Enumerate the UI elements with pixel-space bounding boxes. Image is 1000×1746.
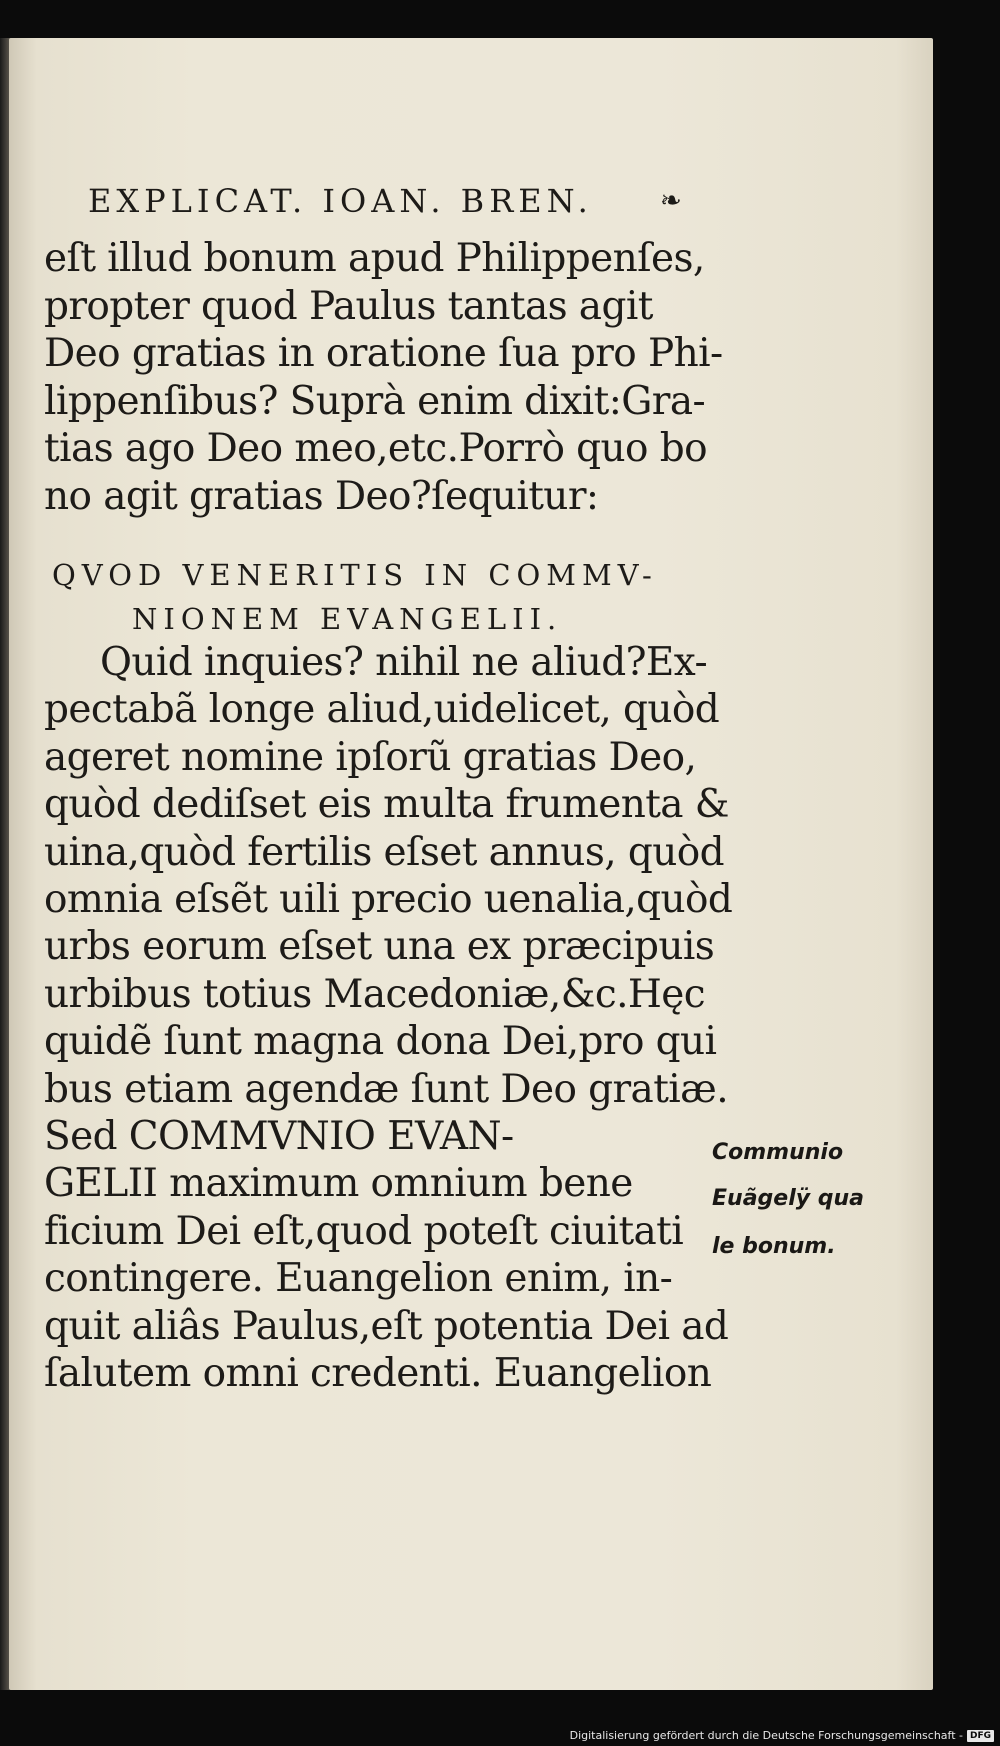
text-line: quidẽ ſunt magna dona Dei,pro qui [44,1019,717,1065]
section-heading-line-2: NIONEM EVANGELII. [132,602,563,636]
text-line: Deo gratias in oratione ſua pro Phi- [44,331,723,376]
text-line: pectabã longe aliud,uidelicet, quòd [44,687,720,733]
running-head-mark: ❧ [660,186,682,216]
text-line: tias ago Deo meo,etc.Porrò quo bo [44,426,707,471]
digitization-credit [570,1729,994,1742]
margin-note-line-2: Euãgelÿ qua [712,1186,865,1211]
text-line: quòd dediſset eis multa frumenta & [44,782,729,828]
credit-text: Digitalisierung gefördert durch die Deutsche Forschungsgemeinschaft - [569,1729,963,1742]
text-line: urbs eorum eſset una ex præcipuis [44,924,715,970]
margin-note-line-1: Communio [712,1140,844,1165]
text-line: ſalutem omni credenti. Euangelion [44,1351,712,1396]
section-heading-line-1: QVOD VENERITIS IN COMMV- [52,558,658,592]
text-line: uina,quòd fertilis eſset annus, quòd [44,829,724,875]
text-line: omnia eſsẽt uili precio uenalia,quòd [44,877,733,922]
text-line: Quid inquies? nihil ne aliud?Ex- [100,640,708,685]
dfg-logo: DFG [967,1730,994,1742]
text-line: GELII maximum omnium bene [44,1161,633,1207]
text-line: bus etiam agendæ ſunt Deo gratiæ. [44,1066,729,1112]
text-line: propter quod Paulus tantas agit [44,283,653,329]
text-line: eſt illud bonum apud Philippenſes, [44,236,705,281]
text-line: contingere. Euangelion enim, in- [44,1256,673,1302]
text-line: lippenſibus? Suprà enim dixit:Gra- [44,378,706,424]
text-line: quit aliâs Paulus,eſt potentia Dei ad [44,1303,729,1349]
margin-note-line-3: le bonum. [712,1234,836,1259]
text-line: no agit gratias Deo?ſequitur: [44,473,599,519]
running-head: EXPLICAT. IOAN. BREN. [88,182,593,220]
text-line: ageret nomine ipſorũ gratias Deo, [44,734,697,780]
text-line: urbibus totius Macedoniæ,&c.Hęc [44,971,706,1017]
text-line: ficium Dei eſt,quod poteſt ciuitati [44,1208,684,1254]
text-line: Sed COMMVNIO EVAN- [44,1114,514,1159]
